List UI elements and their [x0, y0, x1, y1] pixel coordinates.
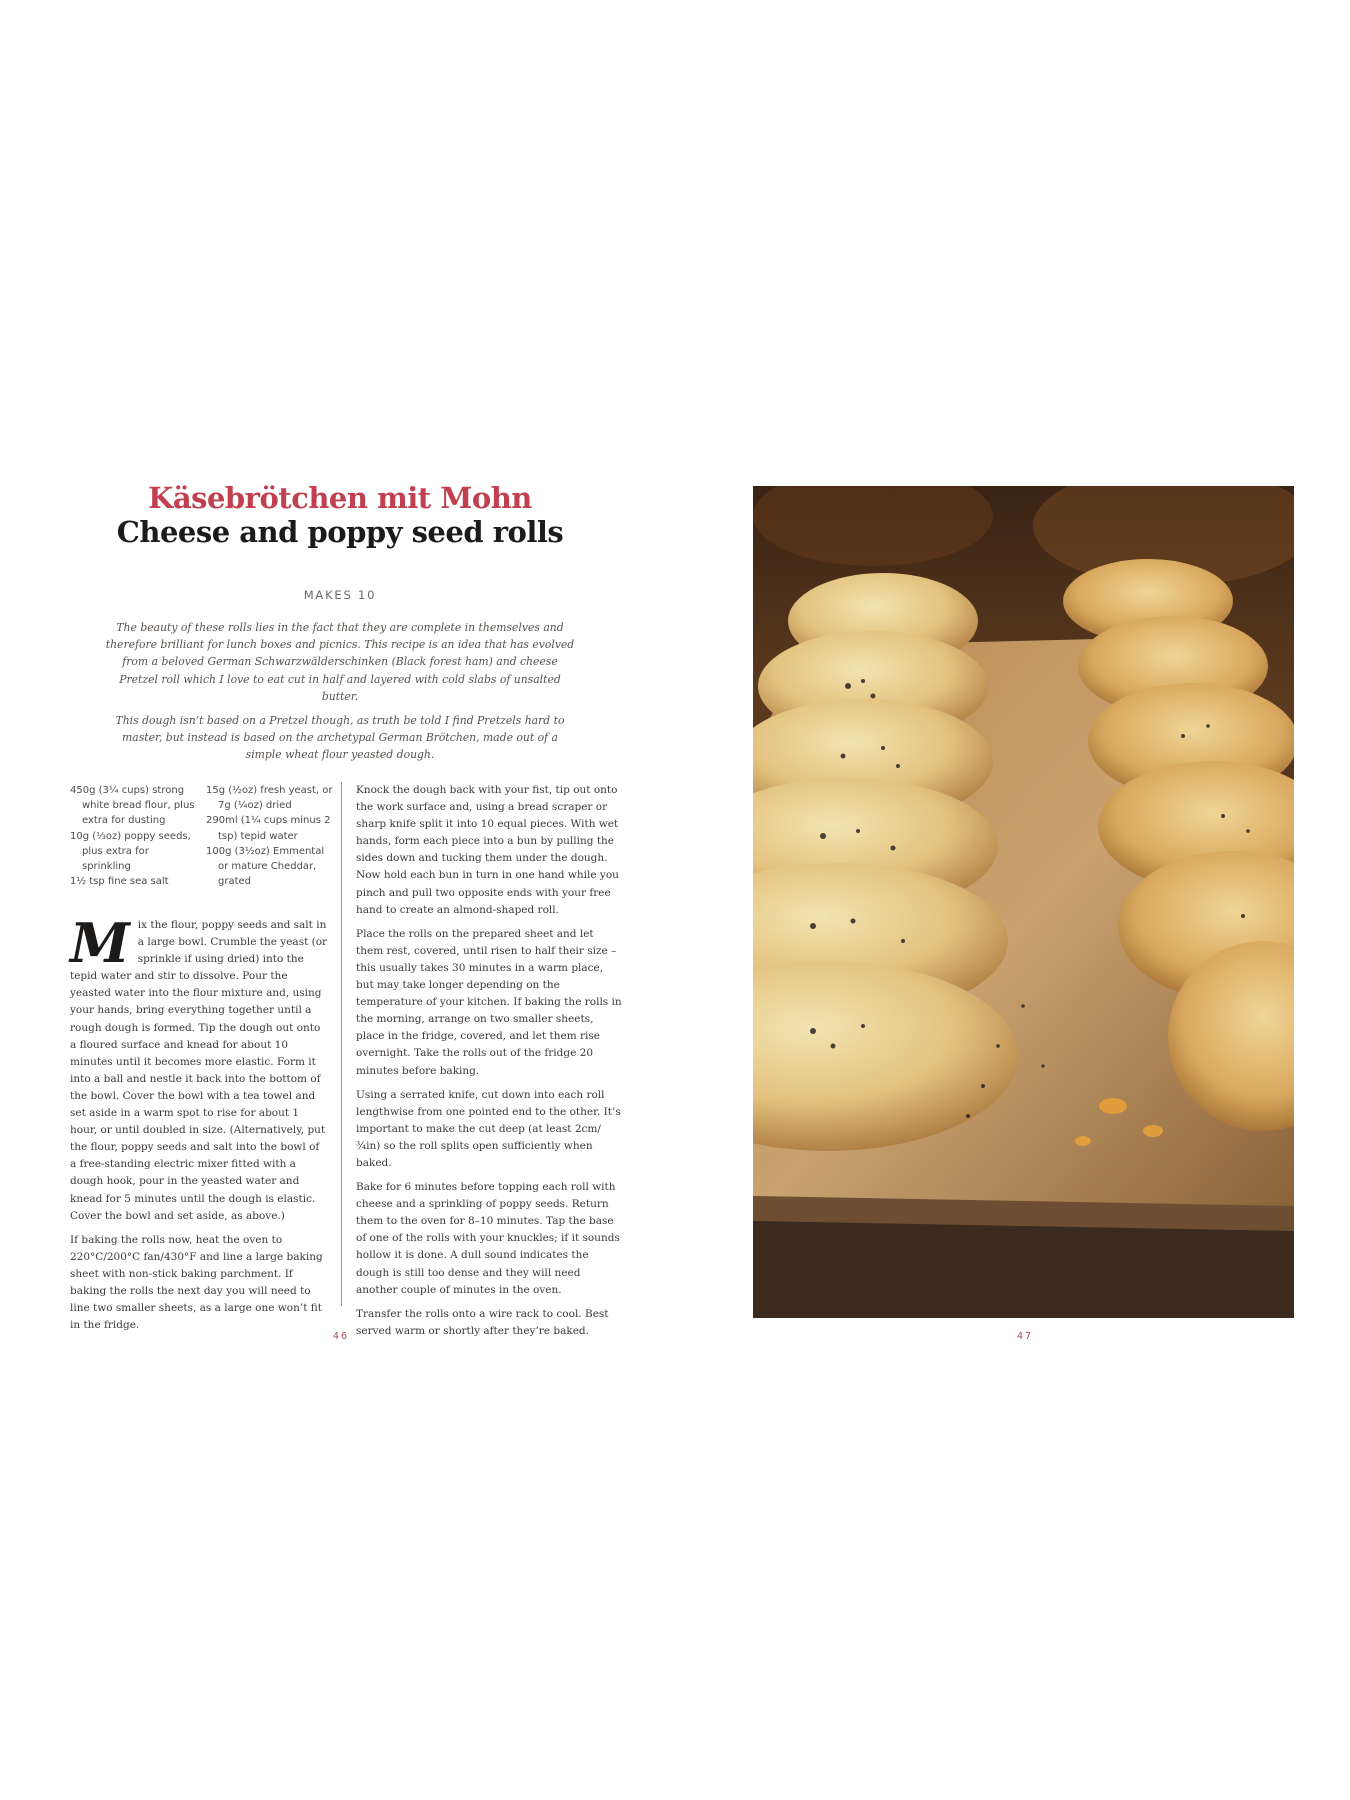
- recipe-intro: [105, 619, 575, 771]
- method-paragraph: Bake for 6 minutes before topping each roll with cheese and a sprinkling of poppy seeds. Return them to the oven for 8–10 minutes. Tap the base of one of the rolls with your knuckles; if it sounds hollow it is done. A dull sound indicates the dough is still too dense and they will need another couple of minutes in the oven.: [356, 1181, 620, 1296]
- method-paragraph: Place the rolls on the prepared sheet and let them rest, covered, until risen to half their size – this usually takes 30 minutes in a warm place, but may take longer depending on the temperature of your kitchen. If baking the rolls in the morning, arrange on two smaller sheets, place in the fridge, covered, and let them rise overnight. Take the rolls out of the fridge 20 minutes before baking.: [356, 927, 622, 1077]
- method-paragraph: Using a serrated knife, cut down into each roll lengthwise from one pointed end to the other. It’s important to make the cut deep (at least 2cm/¾in) so the roll splits open sufficiently when baked.: [356, 1088, 621, 1169]
- method-text: ix the flour, poppy seeds and salt in a large bowl. Crumble the yeast (or sprinkle if using dried) into the tepid water and stir to dissolve. Pour the yeasted water into the flour mixture and, using your hands, bring everything together until a rough dough is formed. Tip the dough out onto a floured surface and knead for about 10 minutes until it becomes more elastic. Form it into a ball and nestle it back into the bottom of the bowl. Cover the bowl with a tea towel and set aside in a warm spot to rise for about 1 hour, or until doubled in size. (Alternatively, put the flour, poppy seeds and salt into the bowl of a free-standing electric mixer fitted with a dough hook, pour in the yeasted water and knead for 5 minutes until the dough is elastic. Cover the bowl and set aside, as above.): [70, 919, 328, 1222]
- recipe-title-english: Cheese and poppy seed rolls: [116, 515, 564, 549]
- method-paragraph: Transfer the rolls onto a wire rack to cool. Best served warm or shortly after they’re baked.: [356, 1307, 609, 1337]
- column-divider: [341, 782, 342, 1306]
- intro-paragraph: The beauty of these rolls lies in the fact that they are complete in themselves and therefore brilliant for lunch boxes and picnics. This recipe is an idea that has evolved from a beloved German Schwarzwälderschinken (Black forest ham) and cheese Pretzel roll which I love to eat cut in half and layered with cold slabs of unsalted butter.: [105, 621, 575, 703]
- intro-paragraph: This dough isn’t based on a Pretzel though, as truth be told I find Pretzels hard to master, but instead is based on the archetypal German Brötchen, made out of a simple wheat flour yeasted dough.: [115, 714, 565, 762]
- method-paragraph: If baking the rolls now, heat the oven to 220°C/200°C fan/430°F and line a large baking sheet with non-stick baking parchment. If baking the rolls the next day you will need to line two smaller sheets, as a large one won’t fit in the fridge.: [70, 1233, 323, 1332]
- ingredient-item: 10g (⅓oz) poppy seeds, plus extra for sprinkling: [70, 830, 191, 873]
- ingredient-item: 450g (3¼ cups) strong white bread flour, plus extra for dusting: [70, 785, 195, 827]
- ingredient-item: 100g (3½oz) Emmental or mature Cheddar, grated: [206, 845, 325, 888]
- page-number-right: 47: [1017, 1331, 1034, 1342]
- ingredient-item: 1½ tsp fine sea salt: [70, 876, 169, 888]
- ingredients-column-1: [70, 783, 195, 889]
- recipe-title-german: Käsebrötchen mit Mohn: [148, 481, 532, 515]
- page-number-left: 46: [333, 1331, 350, 1342]
- bread-rolls-photo: [753, 486, 1294, 1318]
- photo-illustration: [753, 486, 1294, 1318]
- ingredient-item: 15g (½oz) fresh yeast, or 7g (¼oz) dried: [206, 785, 333, 812]
- drop-cap: M: [70, 911, 130, 975]
- method-column-right: [356, 782, 622, 1347]
- method-paragraph: Knock the dough back with your fist, tip out onto the work surface and, using a bread scraper or sharp knife split it into 10 equal pieces. With wet hands, form each piece into a bun by pulling the sides down and tucking them under the dough. Now hold each bun in turn in one hand while you pinch and pull two opposite ends with your free hand to create an almond-shaped roll.: [356, 784, 619, 916]
- recipe-yield: MAKES 10: [303, 588, 377, 602]
- ingredient-item: 290ml (1¼ cups minus 2 tsp) tepid water: [206, 815, 331, 842]
- method-paragraph: [70, 911, 328, 1225]
- method-column-left: [70, 911, 328, 1341]
- ingredients-column-2: [206, 783, 336, 889]
